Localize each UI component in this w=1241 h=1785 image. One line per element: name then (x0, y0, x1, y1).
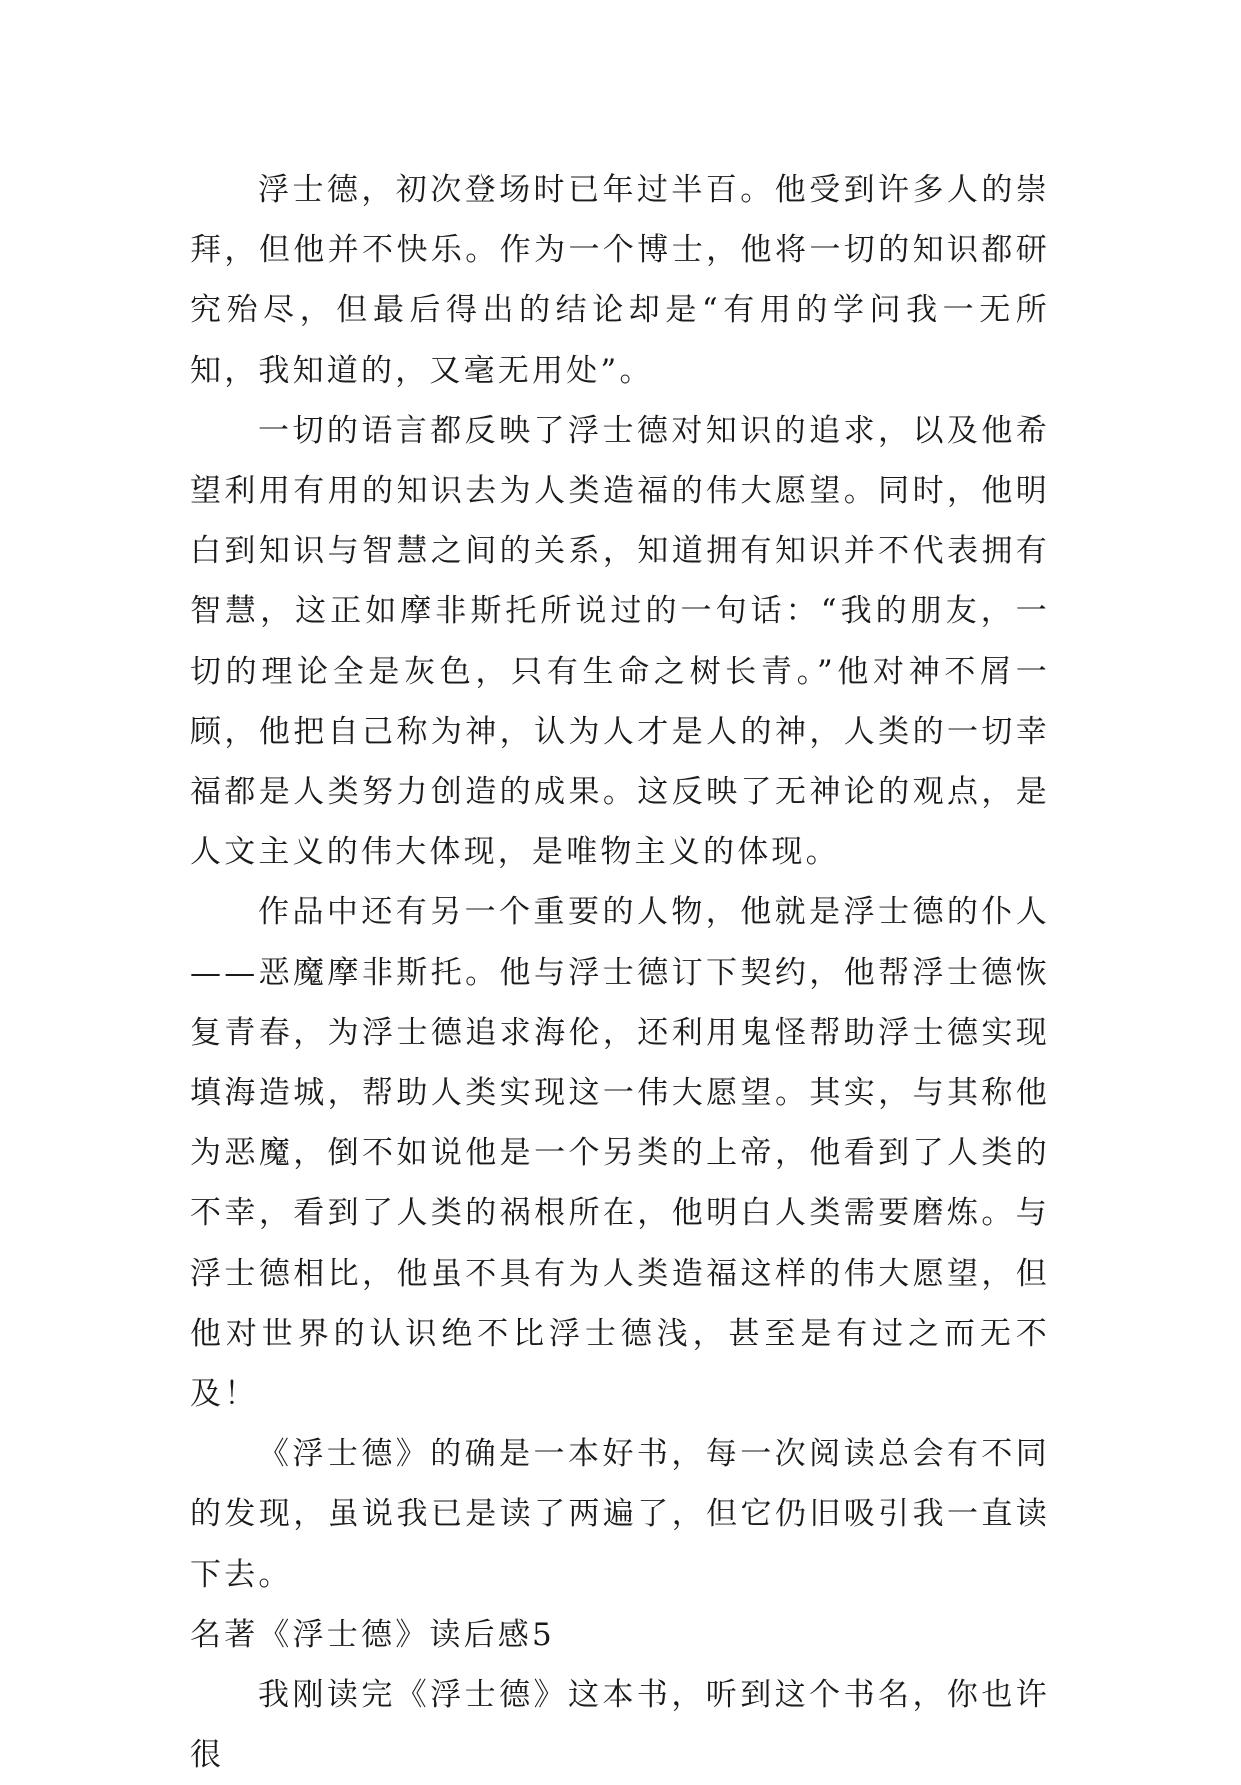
section-heading: 名著《浮士德》读后感5 (190, 1616, 555, 1653)
paragraph-5: 我刚读完《浮士德》这本书，听到这个书名，你也许很 (190, 1677, 1050, 1774)
paragraph-2: 一切的语言都反映了浮士德对知识的追求，以及他希望利用有用的知识去为人类造福的伟大愿望。同时，他明白到知识与智慧之间的关系，知道拥有知识并不代表拥有智慧，这正如摩非斯托所说过的一句话：“我的朋友，一切的理论全是灰色，只有生命之树长青。”他对神不屑一顾，他把自己称为神，认为人才是人的神，人类的一切幸福都是人类努力创造的成果。这反映了无神论的观点，是人文主义的伟大体现，是唯物主义的体现。 (190, 412, 1050, 871)
document-body (190, 160, 1050, 1785)
paragraph-4: 《浮士德》的确是一本好书，每一次阅读总会有不同的发现，虽说我已是读了两遍了，但它仍旧吸引我一直读下去。 (190, 1436, 1050, 1593)
paragraph-1: 浮士德，初次登场时已年过半百。他受到许多人的崇拜，但他并不快乐。作为一个博士，他将一切的知识都研究殆尽，但最后得出的结论却是“有用的学问我一无所知，我知道的，又毫无用处”。 (190, 172, 1050, 389)
paragraph-3: 作品中还有另一个重要的人物，他就是浮士德的仆人——恶魔摩非斯托。他与浮士德订下契约，他帮浮士德恢复青春，为浮士德追求海伦，还利用鬼怪帮助浮士德实现填海造城，帮助人类实现这一伟大愿望。其实，与其称他为恶魔，倒不如说他是一个另类的上帝，他看到了人类的不幸，看到了人类的祸根所在，他明白人类需要磨炼。与浮士德相比，他虽不具有为人类造福这样的伟大愿望，但他对世界的认识绝不比浮士德浅，甚至是有过之而无不及！ (190, 894, 1050, 1413)
